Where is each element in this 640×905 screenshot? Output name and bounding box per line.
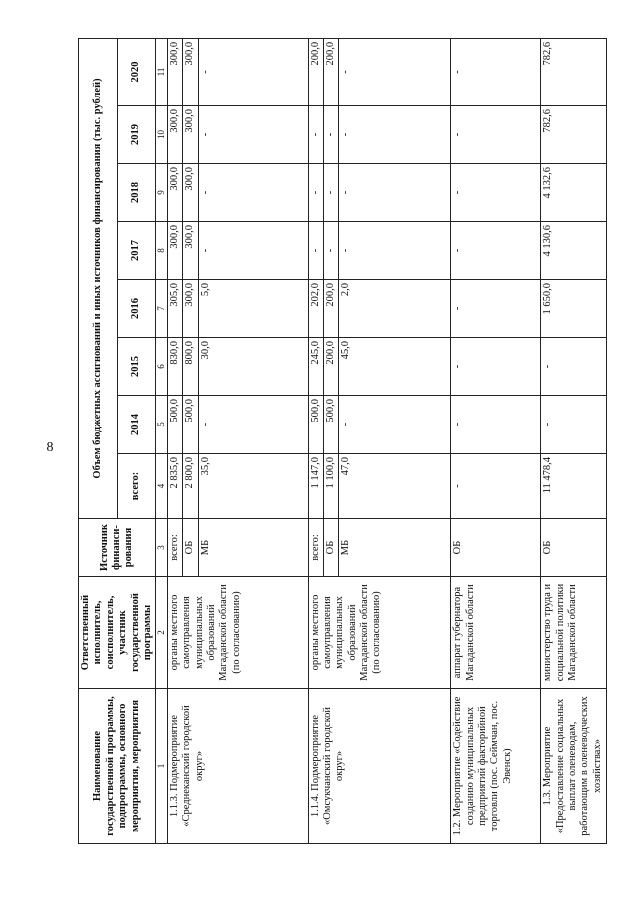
- col-number: 11: [156, 38, 168, 105]
- cell-value: -: [339, 38, 451, 105]
- cell-value: 2 800,0: [183, 454, 198, 519]
- cell-value: 300,0: [167, 164, 182, 222]
- cell-value: 200,0: [323, 38, 338, 105]
- col-number: 4: [156, 454, 168, 519]
- cell-value: 800,0: [183, 338, 198, 396]
- cell-value: -: [323, 164, 338, 222]
- cell-value: 500,0: [167, 396, 182, 454]
- row-name: 1.3. Мероприятие «Предоставление социальных выплат оленеводам, работающим в оленеводческих хозяйствах»: [541, 689, 607, 844]
- cell-value: -: [339, 396, 451, 454]
- row-exec: органы местного самоуправления муниципальных образований Магаданской области (по согласованию): [308, 577, 451, 689]
- cell-value: 45,0: [339, 338, 451, 396]
- cell-value: 5,0: [198, 280, 308, 338]
- col-number: 6: [156, 338, 168, 396]
- row-name: 1.1.4. Подмероприятие «Омсукчанский городской округ»: [308, 689, 451, 844]
- cell-value: 2 835,0: [167, 454, 182, 519]
- cell-value: 4 132,6: [541, 164, 607, 222]
- cell-value: -: [451, 222, 541, 280]
- cell-value: 30,0: [198, 338, 308, 396]
- cell-value: 300,0: [183, 38, 198, 105]
- cell-value: -: [451, 338, 541, 396]
- cell-value: 500,0: [308, 396, 323, 454]
- header-year: 2017: [117, 222, 156, 280]
- cell-value: 35,0: [198, 454, 308, 519]
- cell-value: 1 100,0: [323, 454, 338, 519]
- col-number: 2: [156, 577, 168, 689]
- cell-value: -: [308, 106, 323, 164]
- header-exec: Ответственный исполнитель, соисполнитель, участник государственной программы: [79, 577, 156, 689]
- cell-value: 11 478,4: [541, 454, 607, 519]
- table-row: [167, 38, 182, 843]
- cell-value: -: [451, 38, 541, 105]
- header-year: 2015: [117, 338, 156, 396]
- row-source: ОБ: [451, 519, 541, 577]
- cell-value: 300,0: [167, 222, 182, 280]
- financing-table: [78, 38, 607, 844]
- row-source: всего:: [308, 519, 323, 577]
- cell-value: 300,0: [183, 164, 198, 222]
- col-number: 5: [156, 396, 168, 454]
- cell-value: 47,0: [339, 454, 451, 519]
- cell-value: 200,0: [308, 38, 323, 105]
- cell-value: -: [339, 106, 451, 164]
- cell-value: 500,0: [183, 396, 198, 454]
- cell-value: -: [541, 338, 607, 396]
- cell-value: -: [451, 164, 541, 222]
- col-number: 7: [156, 280, 168, 338]
- cell-value: -: [451, 106, 541, 164]
- cell-value: -: [451, 396, 541, 454]
- cell-value: -: [198, 396, 308, 454]
- cell-value: 500,0: [323, 396, 338, 454]
- header-total: всего:: [117, 454, 156, 519]
- table-row: [541, 38, 607, 843]
- cell-value: 4 130,6: [541, 222, 607, 280]
- cell-value: -: [308, 222, 323, 280]
- cell-value: -: [198, 38, 308, 105]
- cell-value: -: [541, 396, 607, 454]
- cell-value: 782,6: [541, 38, 607, 105]
- row-name: 1.1.3. Подмероприятие «Среднеканский городской округ»: [167, 689, 308, 844]
- cell-value: -: [339, 222, 451, 280]
- col-number: 9: [156, 164, 168, 222]
- row-exec: органы местного самоуправления муниципальных образований Магаданской области (по согласованию): [167, 577, 308, 689]
- cell-value: 1 650,0: [541, 280, 607, 338]
- cell-value: -: [198, 106, 308, 164]
- cell-value: 202,0: [308, 280, 323, 338]
- cell-value: 782,6: [541, 106, 607, 164]
- cell-value: -: [308, 164, 323, 222]
- cell-value: -: [451, 280, 541, 338]
- cell-value: 300,0: [183, 222, 198, 280]
- col-number: 8: [156, 222, 168, 280]
- col-number: 3: [156, 519, 168, 577]
- row-exec: министерство труда и социальной политики Магаданской области: [541, 577, 607, 689]
- header-year: 2014: [117, 396, 156, 454]
- row-source: ОБ: [183, 519, 198, 577]
- cell-value: -: [198, 222, 308, 280]
- cell-value: 1 147,0: [308, 454, 323, 519]
- row-exec: аппарат губернатора Магаданской области: [451, 577, 541, 689]
- page-number: 8: [46, 440, 54, 455]
- column-numbers-row: [156, 38, 168, 843]
- cell-value: 2,0: [339, 280, 451, 338]
- header-amount: Объем бюджетных ассигнований и иных источников финансирования (тыс. рублей): [79, 38, 118, 518]
- cell-value: 245,0: [308, 338, 323, 396]
- row-source: ОБ: [323, 519, 338, 577]
- cell-value: -: [451, 454, 541, 519]
- header-name: Наименование государственной программы, подпрограммы, основного мероприятия, мероприятия: [79, 689, 156, 844]
- cell-value: -: [339, 164, 451, 222]
- cell-value: 300,0: [183, 106, 198, 164]
- cell-value: -: [198, 164, 308, 222]
- header-source: Источник финанси-рования: [79, 519, 156, 577]
- row-source: МБ: [339, 519, 451, 577]
- col-number: 10: [156, 106, 168, 164]
- header-year: 2016: [117, 280, 156, 338]
- cell-value: -: [323, 222, 338, 280]
- cell-value: 300,0: [167, 38, 182, 105]
- cell-value: 300,0: [167, 106, 182, 164]
- cell-value: 305,0: [167, 280, 182, 338]
- row-source: МБ: [198, 519, 308, 577]
- header-year: 2019: [117, 106, 156, 164]
- cell-value: 830,0: [167, 338, 182, 396]
- row-name: 1.2. Мероприятие «Содействие созданию муниципальных предприятий факторийной торговли (пос. Сеймчан, пос. Эвенск): [451, 689, 541, 844]
- header-year: 2020: [117, 38, 156, 105]
- row-source: ОБ: [541, 519, 607, 577]
- table-row: [451, 38, 541, 843]
- table-row: [308, 38, 323, 843]
- cell-value: 300,0: [183, 280, 198, 338]
- row-source: всего:: [167, 519, 182, 577]
- cell-value: 200,0: [323, 338, 338, 396]
- cell-value: -: [323, 106, 338, 164]
- header-year: 2018: [117, 164, 156, 222]
- col-number: 1: [156, 689, 168, 844]
- cell-value: 200,0: [323, 280, 338, 338]
